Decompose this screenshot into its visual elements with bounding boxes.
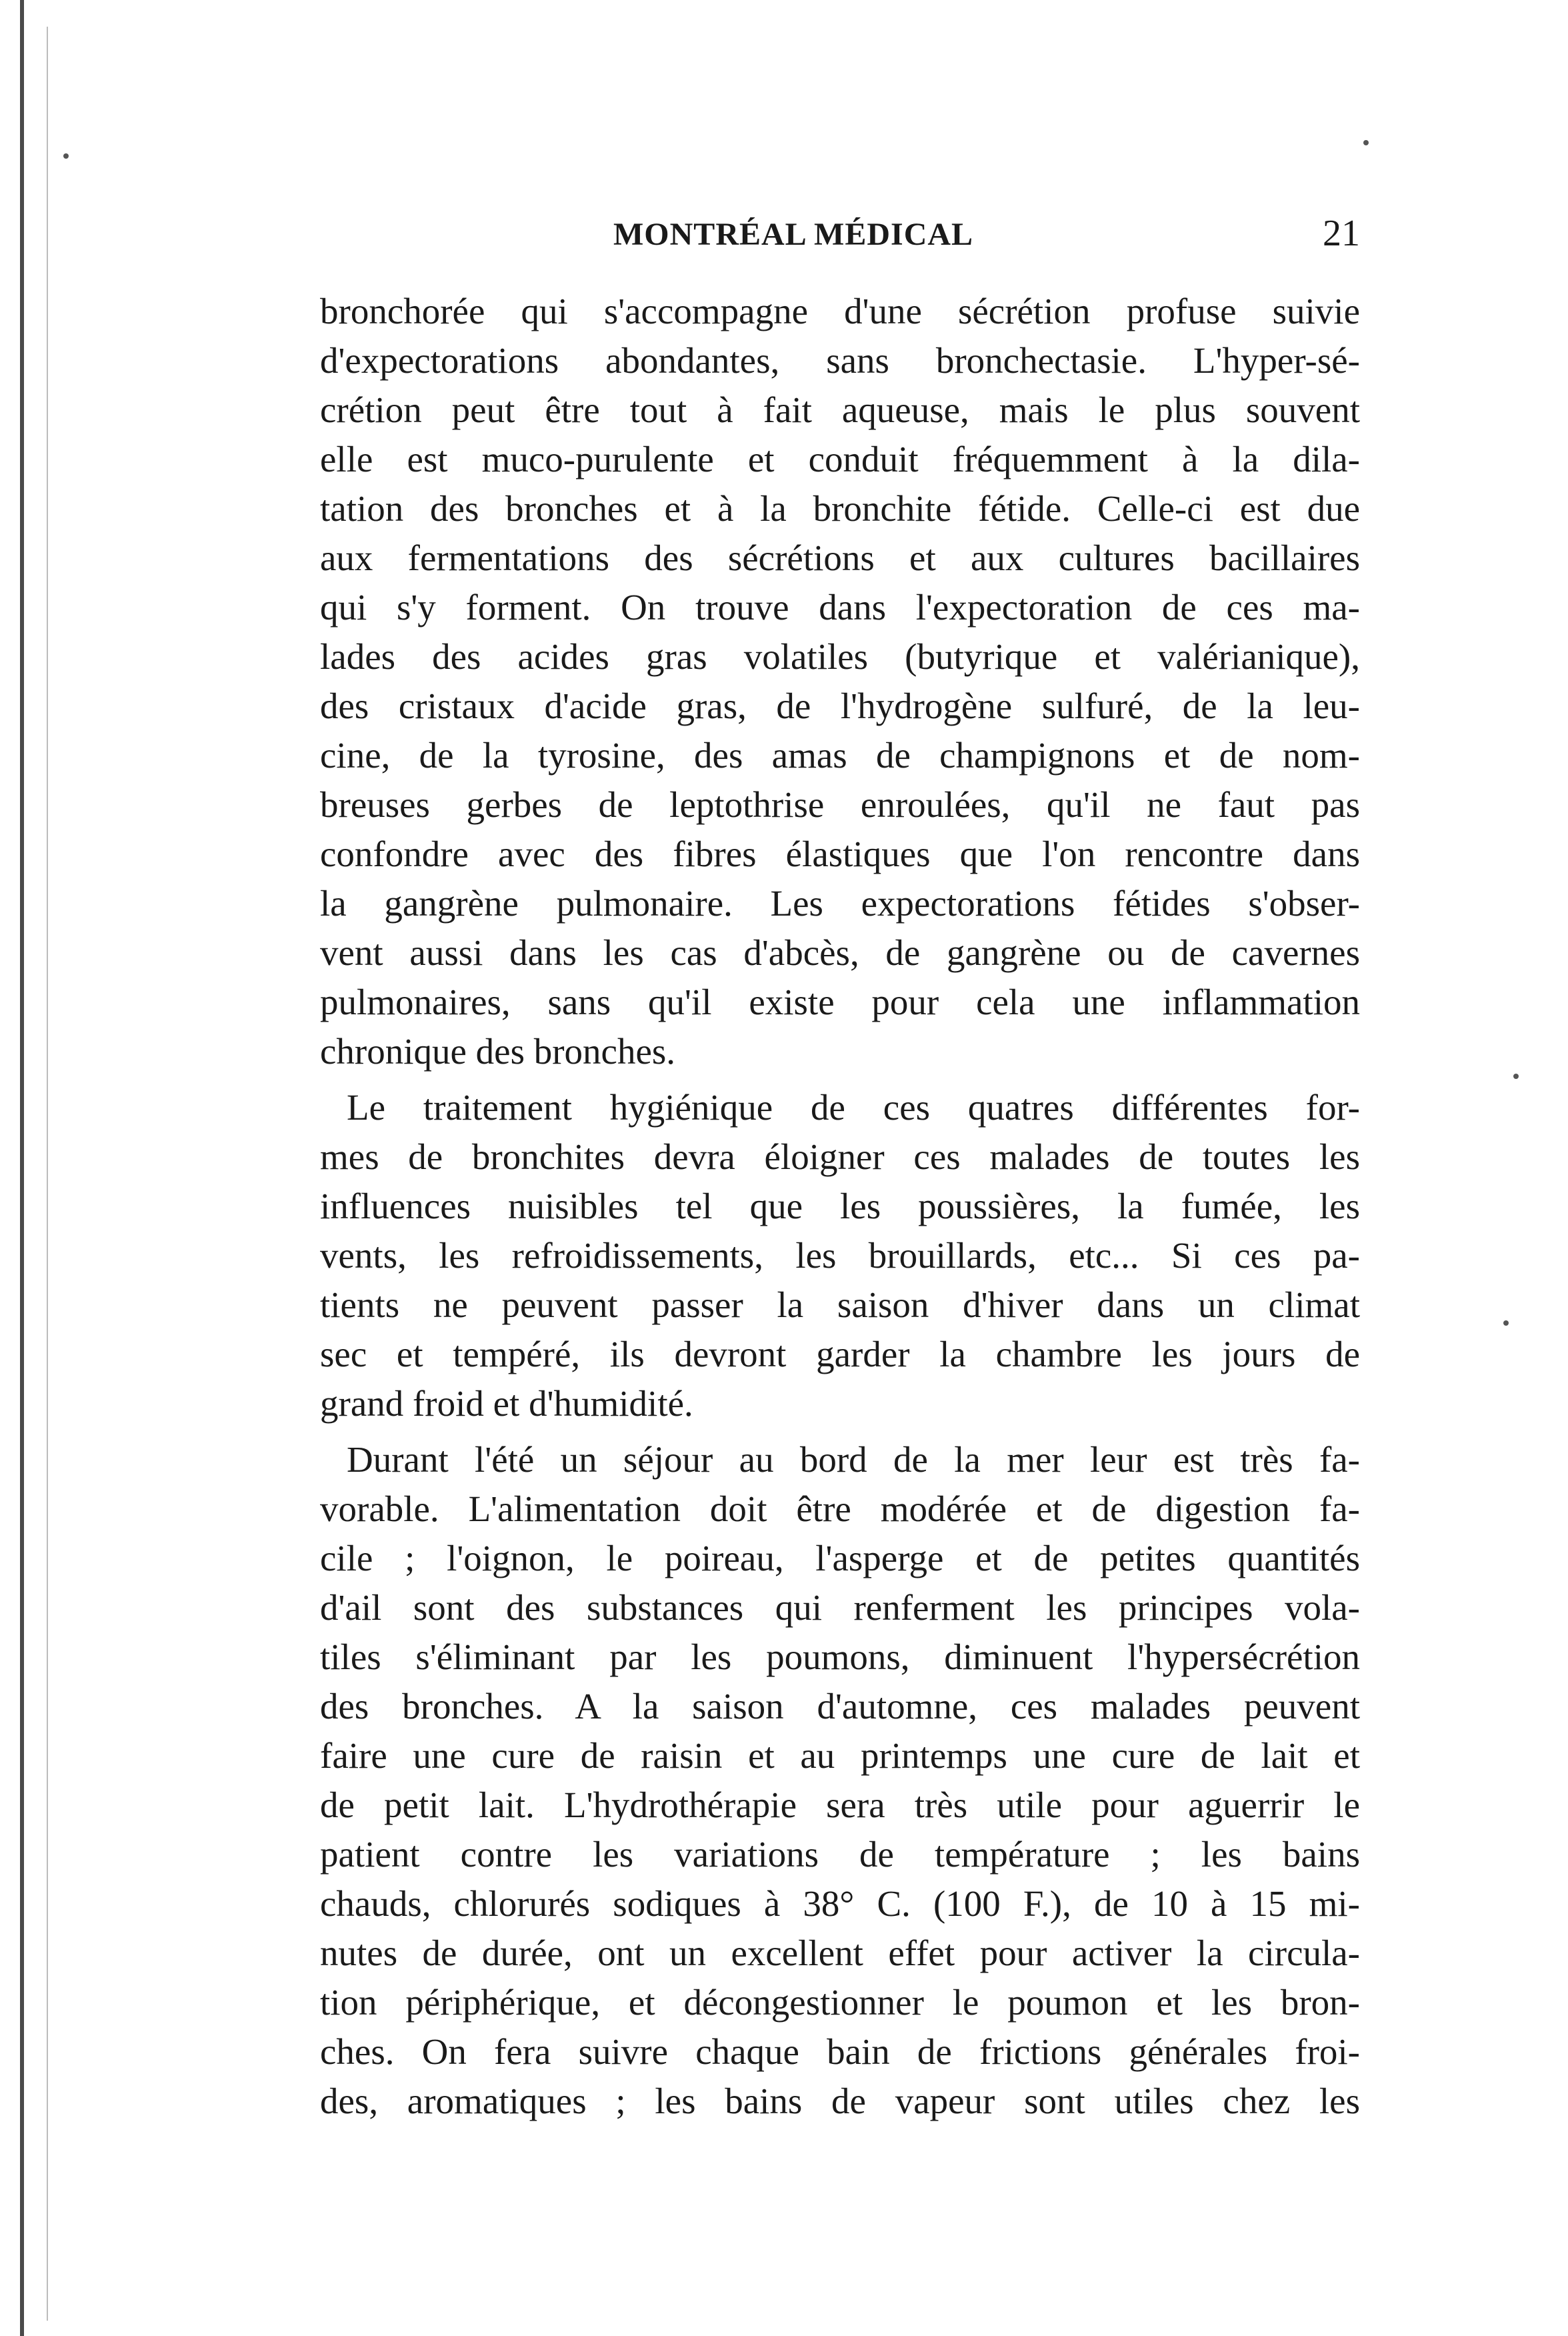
page-number: 21 [1323, 213, 1360, 254]
text-line: grand froid et d'humidité. [320, 1383, 693, 1424]
text-line: lades des acides gras volatiles (butyrique et valérianique), [320, 636, 1360, 677]
running-header [320, 212, 1360, 265]
text-line: des cristaux d'acide gras, de l'hydrogène sulfuré, de la leu- [320, 686, 1360, 726]
text-line: crétion peut être tout à fait aqueuse, mais le plus souvent [320, 389, 1360, 430]
text-line: tion périphérique, et décongestionner le poumon et les bron- [320, 1982, 1360, 2023]
text-line: mes de bronchites devra éloigner ces malades de toutes les [320, 1136, 1360, 1177]
speck [1503, 1320, 1509, 1326]
text-line: pulmonaires, sans qu'il existe pour cela une inflammation [320, 982, 1360, 1022]
text-line: elle est muco-purulente et conduit fréquemment à la dila- [320, 439, 1360, 479]
text-line: vent aussi dans les cas d'abcès, de gangrène ou de cavernes [320, 932, 1360, 973]
text-line: ches. On fera suivre chaque bain de frictions générales froi- [320, 2031, 1360, 2072]
page-edge-fold [47, 27, 48, 2321]
text-line: d'ail sont des substances qui renferment les principes vola- [320, 1587, 1360, 1628]
body-text [320, 287, 1360, 2126]
text-line: breuses gerbes de leptothrise enroulées, qu'il ne faut pas [320, 784, 1360, 825]
text-line: des, aromatiques ; les bains de vapeur sont utiles chez les [320, 2081, 1360, 2121]
text-line: cile ; l'oignon, le poireau, l'asperge et de petites quantités [320, 1538, 1360, 1578]
speck [1363, 140, 1369, 145]
text-line: sec et tempéré, ils devront garder la chambre les jours de [320, 1334, 1360, 1374]
text-line: Le traitement hygiénique de ces quatres différentes for- [347, 1087, 1360, 1128]
page-edge-shadow [20, 0, 24, 2336]
speck [1513, 1074, 1519, 1079]
text-line: patient contre les variations de température ; les bains [320, 1834, 1360, 1875]
text-line: tiles s'éliminant par les poumons, diminuent l'hypersécrétion [320, 1636, 1360, 1677]
paragraph-2 [320, 1083, 1360, 1428]
text-line: bronchorée qui s'accompagne d'une sécrétion profuse suivie [320, 291, 1360, 331]
text-line: chronique des bronches. [320, 1031, 676, 1072]
text-line: chauds, chlorurés sodiques à 38° C. (100 F.), de 10 à 15 mi- [320, 1883, 1360, 1924]
text-line: qui s'y forment. On trouve dans l'expectoration de ces ma- [320, 587, 1360, 628]
text-line: faire une cure de raisin et au printemps une cure de lait et [320, 1735, 1360, 1776]
text-line: la gangrène pulmonaire. Les expectorations fétides s'obser- [320, 883, 1360, 924]
text-line: influences nuisibles tel que les poussières, la fumée, les [320, 1186, 1360, 1226]
text-line: aux fermentations des sécrétions et aux cultures bacillaires [320, 537, 1360, 578]
text-line: tation des bronches et à la bronchite fétide. Celle-ci est due [320, 488, 1360, 529]
text-line: cine, de la tyrosine, des amas de champignons et de nom- [320, 735, 1360, 776]
paragraph-1 [320, 287, 1360, 1076]
paragraph-3 [320, 1435, 1360, 2126]
text-line: confondre avec des fibres élastiques que l'on rencontre dans [320, 834, 1360, 874]
text-line: des bronches. A la saison d'automne, ces malades peuvent [320, 1686, 1360, 1726]
text-line: vents, les refroidissements, les brouillards, etc... Si ces pa- [320, 1235, 1360, 1276]
text-line: vorable. L'alimentation doit être modérée et de digestion fa- [320, 1488, 1360, 1529]
speck [63, 153, 69, 159]
text-line: d'expectorations abondantes, sans bronchectasie. L'hyper-sé- [320, 340, 1360, 381]
text-line: de petit lait. L'hydrothérapie sera très utile pour aguerrir le [320, 1785, 1360, 1825]
text-line: Durant l'été un séjour au bord de la mer leur est très fa- [347, 1439, 1360, 1480]
text-line: nutes de durée, ont un excellent effet pour activer la circula- [320, 1933, 1360, 1973]
text-line: tients ne peuvent passer la saison d'hiver dans un climat [320, 1284, 1360, 1325]
journal-title: MONTRÉAL MÉDICAL [613, 217, 974, 252]
